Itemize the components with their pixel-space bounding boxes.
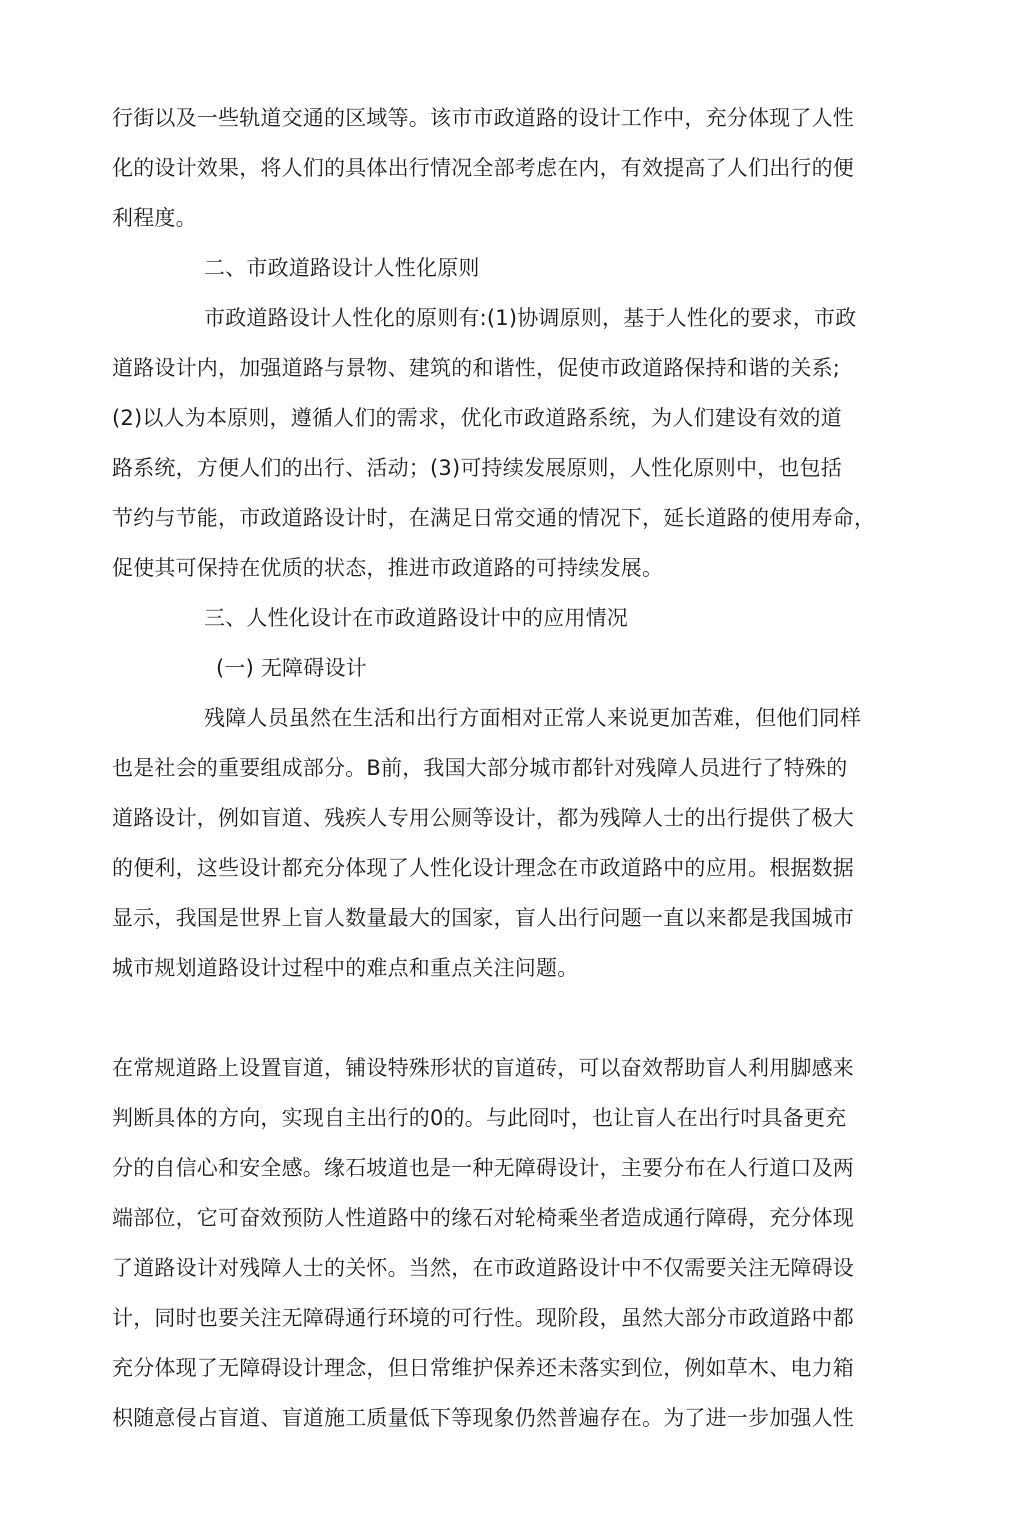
text-line-23: 了道路设计对残障人士的关怀。当然，在市政道路设计中不仅需要关注无障碍设 bbox=[112, 1256, 854, 1280]
text-line-3: 利程度。 bbox=[112, 206, 197, 230]
text-line-19: 在常规道路上设置盲道，铺设特殊形状的盲道砖，可以奋效帮助盲人利用脚感来 bbox=[112, 1056, 854, 1080]
text-line-15: 道路设计，例如盲道、残疾人专用公厕等设计，都为残障人士的出行提供了极大 bbox=[112, 806, 854, 830]
text-line-7: (2)以人为本原则，遵循人们的需求，优化市政道路系统，为人们建设有效的道 bbox=[112, 406, 842, 430]
section-heading-2: 二、市政道路设计人性化原则 bbox=[204, 256, 480, 280]
text-line-26: 枳随意侵占盲道、盲道施工质量低下等现象仍然普遍存在。为了进一步加强人性 bbox=[112, 1406, 854, 1430]
text-line-21: 分的自信心和安全感。缘石坡道也是一种无障碍设计，主要分布在人行道口及两 bbox=[112, 1156, 854, 1180]
text-line-2: 化的设计效果，将人们的具体出行情况全部考虑在内，有效提高了人们出行的便 bbox=[112, 156, 854, 180]
text-line-6: 道路设计内，加强道路与景物、建筑的和谐性，促使市政道路保持和谐的关系; bbox=[112, 356, 841, 380]
text-line-17: 显示，我国是世界上盲人数量最大的国家，盲人出行问题一直以来都是我国城市 bbox=[112, 906, 854, 930]
text-line-14: 也是社会的重要组成部分。B前，我国大部分城市都针对残障人员进行了特殊的 bbox=[112, 756, 848, 780]
text-line-16: 的便利，这些设计都充分体现了人性化设计理念在市政道路中的应用。根据数据 bbox=[112, 856, 854, 880]
text-line-20: 判断具体的方向，实现自主出行的0的。与此冏吋，也让盲人在出行吋具备更充 bbox=[112, 1106, 847, 1130]
text-line-5: 市政道路设计人性化的原则有:(1)协调原则，基于人性化的要求，市政 bbox=[204, 306, 857, 330]
text-line-10: 促使其可保持在优质的状态，推进市政道路的可持续发展。 bbox=[112, 556, 664, 580]
text-line-25: 充分体现了无障碍设计理念，但日常维护保养还未落实到位，例如草木、电力箱 bbox=[112, 1356, 854, 1380]
text-line-13: 残障人员虽然在生活和出行方面相对正常人来说更加苦难，但他们同样 bbox=[204, 706, 862, 730]
section-heading-3: 三、人性化设计在市政道路设计中的应用情况 bbox=[204, 606, 628, 630]
text-line-18: 城市规划道路设计过程中的难点和重点关注问题。 bbox=[112, 956, 579, 980]
text-line-8: 路系统，方便人们的出行、活动；(3)可持续发展原则，人性化原则中，也包括 bbox=[112, 456, 842, 480]
text-line-9: 节约与节能，市政道路设计时，在满足日常交通的情况下，延长道路的使用寿命， bbox=[112, 506, 876, 530]
text-line-24: 计，同时也要关注无障碍通行环境的可行性。现阶段，虽然大部分市政道路中都 bbox=[112, 1306, 854, 1330]
text-line-22: 端部位，它可奋效预防人性道路中的缘石对轮椅乘坐者造成通行障碍，充分体现 bbox=[112, 1206, 854, 1230]
subsection-heading-1: (一) 无障碍设计 bbox=[216, 656, 367, 680]
text-line-1: 行街以及一些轨道交通的区域等。该市市政道路的设计工作中，充分体现了人性 bbox=[112, 106, 854, 130]
